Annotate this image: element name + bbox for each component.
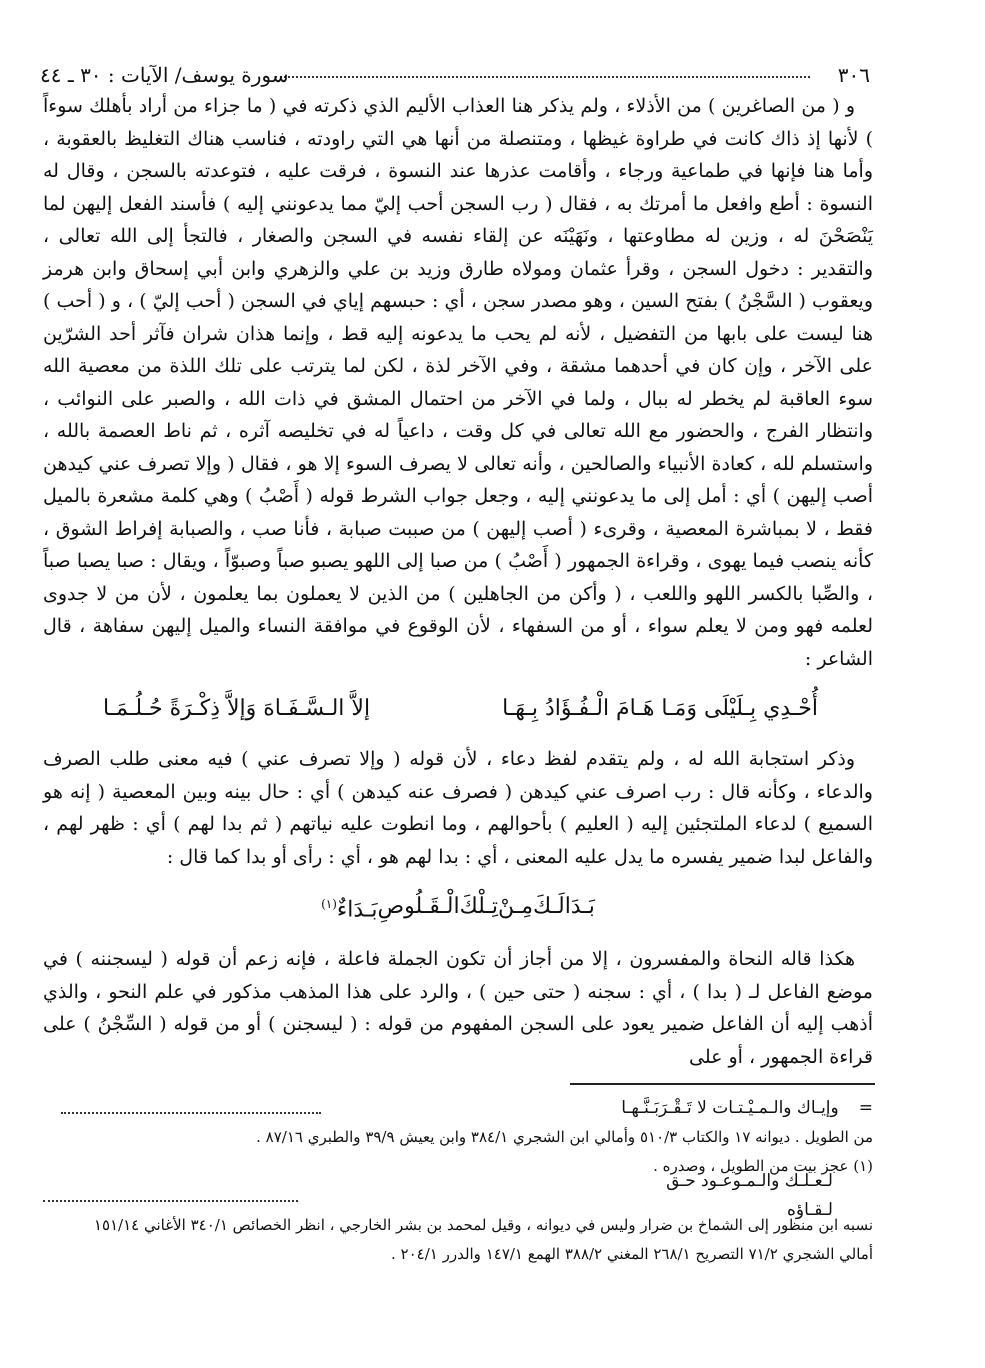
footnote-1-verse bbox=[43, 1171, 873, 1220]
paragraph-2: وذكر استجابة الله له ، ولم يتقدم لفظ دعاء ، لأن قوله ( وإلا تصرف عني ) فيه معنى طلب الصرف والدعاء ، وكأنه قال : رب اصرف عني كيدهن ( فصرف عنه كيدهن ) أي : حال بينه وبين المعصية ( إنه هو السميع ) لدعاء الملتجئين إليه ( العليم ) بأحوالهم ، وما انطوت عليه نياتهم ( ثم بدا لهم ) أي : ظهر لهم ، والفاعل لبدا ضمير يفسره ما يدل عليه المعنى ، أي : بدا لهم هو ، أي : رأى أو بدا كما قال : bbox=[43, 748, 873, 868]
footnote-continuation-verse bbox=[43, 1093, 873, 1123]
verse-1-second-hemistich: إلاَّ الـسَّـفَـاهَ وَإلاَّ ذِكْـرَةً حُـلُـمَـا bbox=[103, 695, 371, 721]
verse-2-word: مِـنْ bbox=[498, 893, 533, 919]
poem-verse-1 bbox=[103, 683, 818, 735]
paragraph-1: و ( من الصاغرين ) من الأذلاء ، ولم يذكر هنا العذاب الأليم الذي ذكرته في ( ما جزاء من أراد بأهلك سوءاً ) لأنها إذ ذاك كانت في طراوة غيظها ، ومتنصلة من أنها هي التي راودته ، فناسب هناك التغليظ بالعقوبة ، وأما هنا فإنها في طماعية ورجاء ، وأقامت عذرها عند النسوة ، فرقت عليه ، فتوعدته بالسجن ، وقال له النسوة : أطع وافعل ما أمرتك به ، فقال ( رب السجن أحب إليّ مما يدعونني إليه ) فأسند الفعل إليهن لما يَنْصَحْنَ له ، وزين له مطاوعتها ، ونَهَيْنَه عن إلقاء نفسه في السجن والصغار ، فالتجأ إلى الله تعالى ، والتقدير : دخول السجن ، وقرأ عثمان ومولاه طارق وزيد بن علي والزهري وابن أبي إسحاق وابن هرمز ويعقوب ( السَّجْنُ ) بفتح السين ، وهو مصدر سجن ، أي : حبسهم إياي في السجن ( أحب إليّ ) ، و ( أحب ) هنا ليست على بابها من التفضيل ، لأنه لم يحب ما يدعونه إليه قط ، وإنما هذان شران فآثر أحد الشرّين على الآخر ، وإن كان في أحدهما مشقة ، وفي الآخر لذة ، لكن لما يترتب على تلك اللذة من معصية الله سوء العاقبة لم يخطر له ببال ، ولما في الآخر من احتمال المشق في ذات الله ، والصبر على النوائب ، وانتظار الفرج ، والحضور مع الله تعالى في كل وقت ، داعياً له في تخليصه آثره ، ثم ناط العصمة بالله ، واستسلم لله ، كعادة الأنبياء والصالحين ، وأنه تعالى لا يصرف السوء إلا هو ، فقال ( وإلا تصرف عني كيدهن أصب إليهن ) أي : أمل إلى ما يدعونني إليه ، وجعل جواب الشرط قوله ( أَصْبُ ) وهي كلمة مشعرة بالميل فقط ، لا بمباشرة المعصية ، وقرىء ( أصب إليهن ) من صببت صبابة ، فأنا صب ، والصبابة إفراط الشوق ، كأنه ينصب فيما يهوى ، وقراءة الجمهور ( أَصْبُ ) من صبا إلى اللهو يصبو صباً وصبوّاً ، ويقال : صبا يصبا صباً ، والصِّبا بالكسر اللهو واللعب ، ( وأكن من الجاهلين ) من الذين لا يعملون بما يعلمون ، لأن من لا جدوى لعلمه فهو ومن لا يعلم سواء ، أو من السفهاء ، لأن الوقوع في موافقة النساء والميل إليهن سفاهة ، قال الشاعر : bbox=[43, 95, 873, 670]
verse-2-last-word: بَـدَاءٌ bbox=[336, 896, 378, 922]
continuation-mark: = bbox=[858, 1097, 873, 1118]
footnote-1-label: (١) bbox=[853, 1157, 873, 1175]
verse-2-word: تِـلْكَ bbox=[459, 893, 498, 919]
verse-dot-leader bbox=[61, 1102, 321, 1114]
paragraph-3: هكذا قاله النحاة والمفسرون ، إلا من أجاز أن تكون الجملة فاعلة ، فإنه زعم أن قوله ( ليسجننه ) في موضع الفاعل لـ ( بدا ) ، أي : سجنه ( حتى حين ) ، والرد على هذا المذهب مذكور في علم النحو ، والذي أذهب إليه أن الفاعل ضمير يعود على السجن المفهوم من قوله : ( ليسجنن ) أو من قوله ( السِّجْنُ ) على قراءة الجمهور ، أو على bbox=[43, 948, 873, 1068]
poem-verse-2 bbox=[43, 881, 873, 933]
page-number: ٣٠٦ bbox=[837, 63, 870, 87]
continuation-verse-text: وإيـاك والـمـيْـتـات لا تَـقْـرَبَـنَّـهـا bbox=[621, 1097, 839, 1118]
footnote-1-intro-text: عجز بيت من الطويل ، وصدره . bbox=[653, 1157, 849, 1175]
header-title: سورة يوسف/ الآيات : ٣٠ ـ ٤٤ bbox=[40, 63, 289, 87]
footnote-separator bbox=[570, 1083, 875, 1085]
verse-2-word bbox=[321, 888, 377, 927]
verse-2-word: الْـقَـلُوصِ bbox=[377, 893, 460, 919]
verse-2-word: لَـكَ bbox=[532, 893, 565, 919]
main-text bbox=[43, 90, 873, 1073]
verse-1-first-hemistich: أُحْـدِي بِـلَيْلَى وَمَـا هَـامَ الْـفُـؤَادُ بِـهَـا bbox=[502, 695, 818, 721]
verse-2-word: بَـدَا bbox=[564, 893, 595, 919]
footnote-1-verse-text: لـعـلـك والـمـوعـود حـق لـقـاؤه bbox=[666, 1171, 833, 1220]
footnote-continuation-source: من الطويل . ديوانه ١٧ والكتاب ٥١٠/٣ وأمالي ابن الشجري ٣٨٤/١ وابن يعيش ٣٩/٩ والطبري ٨٧/١٦ . bbox=[256, 1128, 873, 1146]
footnote-1-source-line: نسبه ابن منظور إلى الشماخ بن ضرار وليس في ديوانه ، وقيل لمحمد بن بشر الخارجي ، انظر الخصائص ٣٤٠/١ الأغاني ١٥١/١٤ bbox=[93, 1216, 873, 1234]
footnote-1-source-line: أمالي الشجري ٧١/٢ التصريح ٢٦٨/١ المغني ٣٨٨/٢ الهمع ١٤٧/١ والدرر ٢٠٤/١ . bbox=[390, 1245, 873, 1263]
header-dot-leader bbox=[275, 76, 810, 78]
verse-dot-leader bbox=[43, 1190, 298, 1202]
footnotes bbox=[43, 1093, 873, 1269]
footnote-marker: (١) bbox=[321, 896, 337, 911]
running-header bbox=[40, 60, 870, 90]
